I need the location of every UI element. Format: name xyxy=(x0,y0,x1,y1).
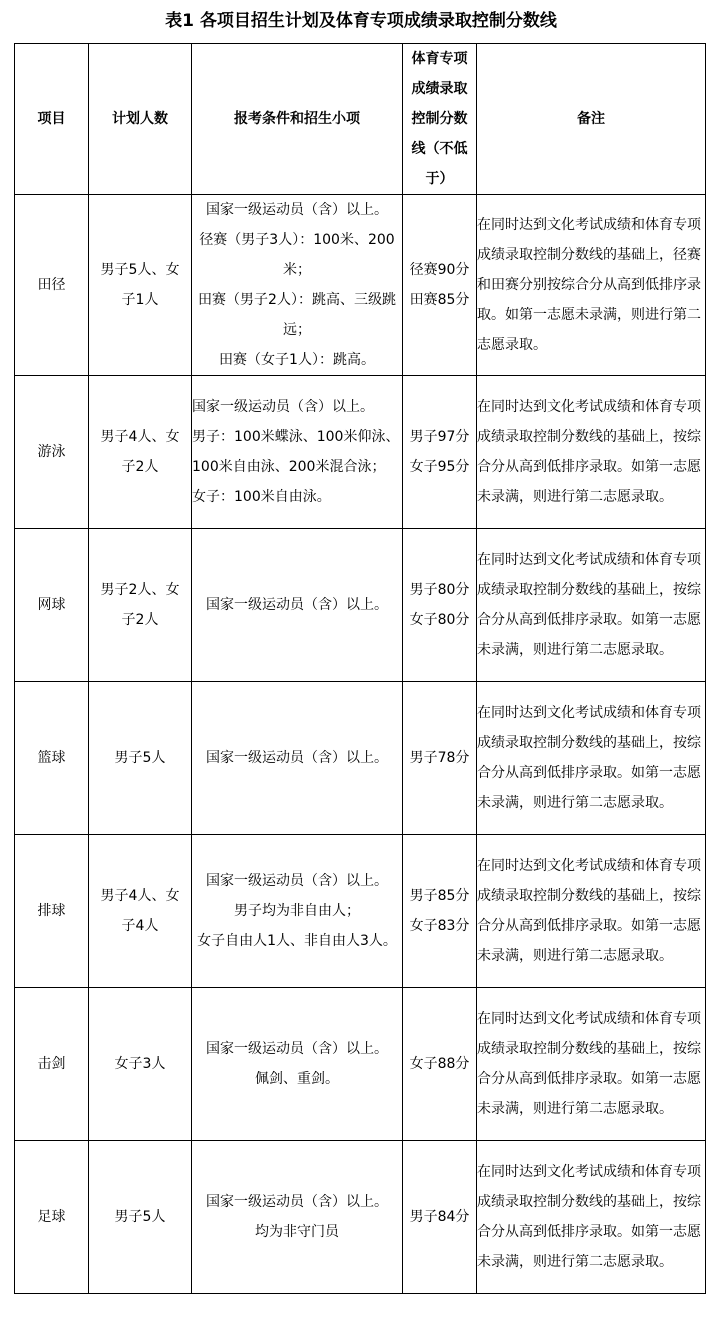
cell-sport: 网球 xyxy=(15,529,89,682)
cell-cutoff xyxy=(403,835,477,988)
cell-remarks: 在同时达到文化考试成绩和体育专项成绩录取控制分数线的基础上，按综合分从高到低排序录取。如第一志愿未录满，则进行第二志愿录取。 xyxy=(477,682,706,835)
condition-line: 男子均为非自由人； xyxy=(234,903,360,919)
cell-remarks: 在同时达到文化考试成绩和体育专项成绩录取控制分数线的基础上，按综合分从高到低排序录取。如第一志愿未录满，则进行第二志愿录取。 xyxy=(477,988,706,1141)
cell-cutoff xyxy=(403,376,477,529)
cell-cutoff xyxy=(403,529,477,682)
condition-line: 国家一级运动员（含）以上。 xyxy=(206,873,388,889)
cell-sport: 排球 xyxy=(15,835,89,988)
cutoff-line: 男子80分 xyxy=(409,582,470,598)
header-remarks: 备注 xyxy=(477,44,706,195)
cell-cutoff xyxy=(403,988,477,1141)
table-row xyxy=(15,835,706,988)
header-cutoff: 体育专项成绩录取控制分数线（不低于） xyxy=(403,44,477,195)
condition-line: 女子：100米自由泳。 xyxy=(192,489,331,505)
header-row xyxy=(15,44,706,195)
cell-conditions xyxy=(192,988,403,1141)
cell-sport: 游泳 xyxy=(15,376,89,529)
cell-conditions xyxy=(192,529,403,682)
condition-line: 国家一级运动员（含）以上。 xyxy=(206,1041,388,1057)
cell-conditions xyxy=(192,376,403,529)
cell-sport: 田径 xyxy=(15,195,89,376)
condition-line: 女子自由人1人、非自由人3人。 xyxy=(197,933,397,949)
cell-sport: 足球 xyxy=(15,1141,89,1294)
cell-remarks: 在同时达到文化考试成绩和体育专项成绩录取控制分数线的基础上，按综合分从高到低排序录取。如第一志愿未录满，则进行第二志愿录取。 xyxy=(477,1141,706,1294)
cutoff-line: 径赛90分 xyxy=(409,262,470,278)
condition-line: 国家一级运动员（含）以上。 xyxy=(206,202,388,218)
table-title: 表1 各项目招生计划及体育专项成绩录取控制分数线 xyxy=(165,11,557,31)
condition-line: 男子：100米蝶泳、100米仰泳、100米自由泳、200米混合泳； xyxy=(192,429,400,475)
table-row xyxy=(15,988,706,1141)
cutoff-line: 女子95分 xyxy=(409,459,470,475)
condition-line: 国家一级运动员（含）以上。 xyxy=(206,1194,388,1210)
cell-conditions xyxy=(192,682,403,835)
cell-conditions xyxy=(192,835,403,988)
cell-remarks: 在同时达到文化考试成绩和体育专项成绩录取控制分数线的基础上，径赛和田赛分别按综合分从高到低排序录取。如第一志愿未录满，则进行第二志愿录取。 xyxy=(477,195,706,376)
cell-remarks: 在同时达到文化考试成绩和体育专项成绩录取控制分数线的基础上，按综合分从高到低排序录取。如第一志愿未录满，则进行第二志愿录取。 xyxy=(477,376,706,529)
cell-cutoff xyxy=(403,682,477,835)
cutoff-line: 女子83分 xyxy=(409,918,470,934)
cell-conditions xyxy=(192,1141,403,1294)
table-row xyxy=(15,195,706,376)
cell-quota: 男子5人、女子1人 xyxy=(89,195,192,376)
table-body xyxy=(15,195,706,1294)
condition-line: 田赛（女子1人）：跳高。 xyxy=(219,352,375,368)
table-row xyxy=(15,376,706,529)
table-row xyxy=(15,529,706,682)
header-quota: 计划人数 xyxy=(89,44,192,195)
cutoff-line: 田赛85分 xyxy=(409,292,470,308)
header-conditions: 报考条件和招生小项 xyxy=(192,44,403,195)
cell-quota: 男子4人、女子4人 xyxy=(89,835,192,988)
condition-line: 田赛（男子2人）：跳高、三级跳远； xyxy=(198,292,396,338)
cell-remarks: 在同时达到文化考试成绩和体育专项成绩录取控制分数线的基础上，按综合分从高到低排序录取。如第一志愿未录满，则进行第二志愿录取。 xyxy=(477,529,706,682)
condition-line: 径赛（男子3人）：100米、200米； xyxy=(199,232,395,278)
cell-quota: 男子5人 xyxy=(89,682,192,835)
cell-quota: 男子4人、女子2人 xyxy=(89,376,192,529)
table-row xyxy=(15,1141,706,1294)
table-row xyxy=(15,682,706,835)
condition-line: 国家一级运动员（含）以上。 xyxy=(206,597,388,613)
cell-quota: 女子3人 xyxy=(89,988,192,1141)
admission-table xyxy=(14,43,706,1294)
condition-line: 国家一级运动员（含）以上。 xyxy=(206,750,388,766)
cell-quota: 男子2人、女子2人 xyxy=(89,529,192,682)
cutoff-line: 男子97分 xyxy=(409,429,470,445)
cell-sport: 击剑 xyxy=(15,988,89,1141)
cutoff-line: 女子88分 xyxy=(409,1056,470,1072)
header-sport: 项目 xyxy=(15,44,89,195)
cell-conditions xyxy=(192,195,403,376)
cutoff-line: 男子78分 xyxy=(409,750,470,766)
cell-quota: 男子5人 xyxy=(89,1141,192,1294)
cutoff-line: 男子84分 xyxy=(409,1209,470,1225)
condition-line: 均为非守门员 xyxy=(255,1224,339,1240)
cell-cutoff xyxy=(403,1141,477,1294)
cell-cutoff xyxy=(403,195,477,376)
cutoff-line: 女子80分 xyxy=(409,612,470,628)
cutoff-line: 男子85分 xyxy=(409,888,470,904)
condition-line: 佩剑、重剑。 xyxy=(255,1071,339,1087)
cell-remarks: 在同时达到文化考试成绩和体育专项成绩录取控制分数线的基础上，按综合分从高到低排序录取。如第一志愿未录满，则进行第二志愿录取。 xyxy=(477,835,706,988)
condition-line: 国家一级运动员（含）以上。 xyxy=(192,399,374,415)
cell-sport: 篮球 xyxy=(15,682,89,835)
